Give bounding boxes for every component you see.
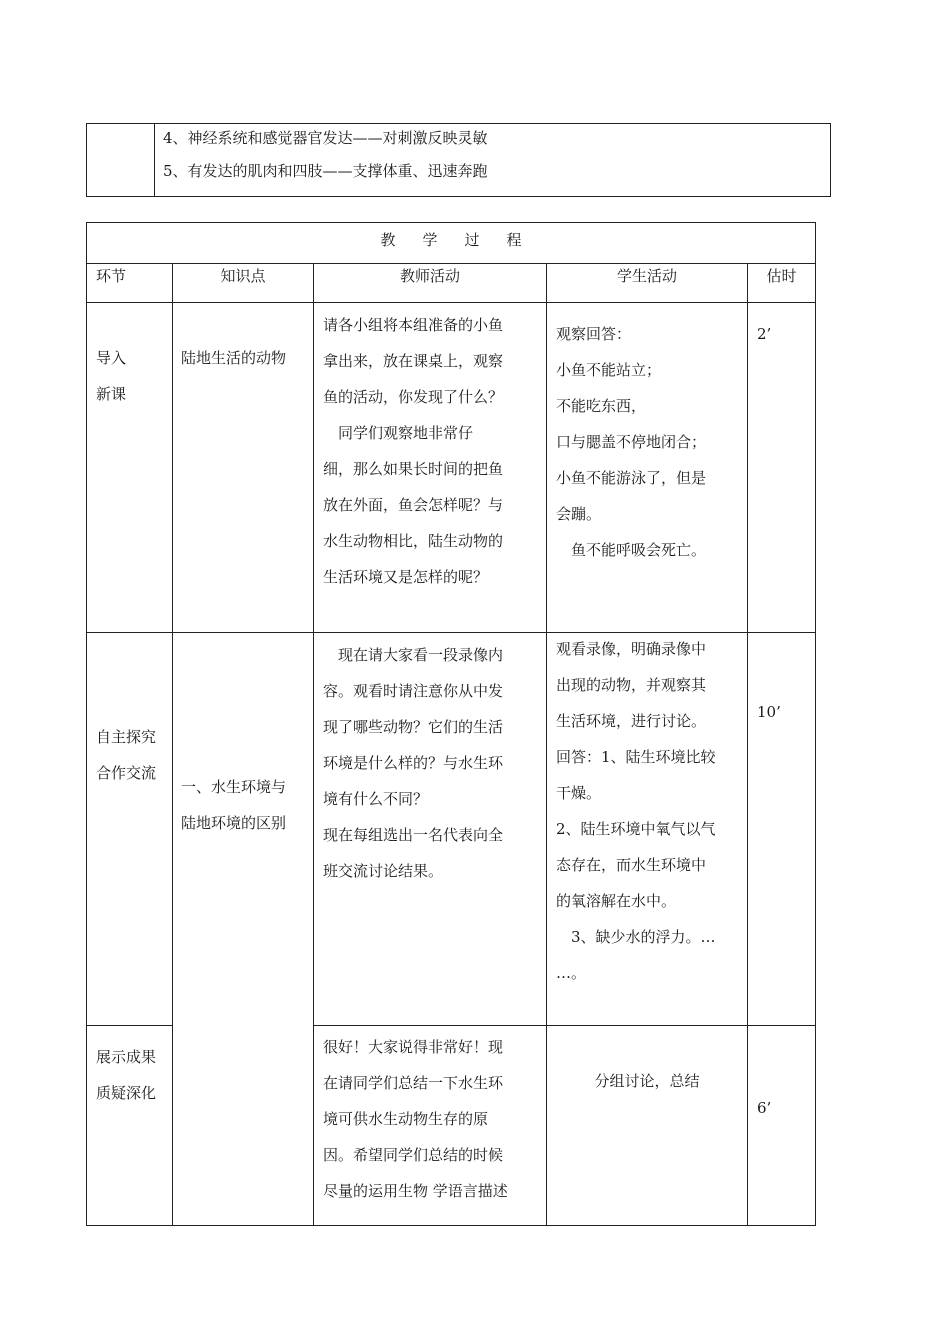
header-stage: 环节 bbox=[96, 267, 127, 285]
stage-line: 自主探究 bbox=[96, 728, 157, 746]
student-line: 回答：1、陆生环境比较 bbox=[556, 748, 716, 766]
student-line: 分组讨论，总结 bbox=[594, 1072, 700, 1090]
table-rule bbox=[172, 263, 173, 1226]
teacher-line: 在请同学们总结一下水生环 bbox=[323, 1074, 504, 1092]
title-char: 学 bbox=[422, 231, 438, 249]
table-rule bbox=[87, 1225, 815, 1226]
teacher-line: 境有什么不同？ bbox=[323, 790, 429, 808]
student-line: 生活环境，进行讨论。 bbox=[556, 712, 707, 730]
top-table-line-2: 5、有发达的肌肉和四肢——支撑体重、迅速奔跑 bbox=[163, 162, 488, 180]
teacher-line: 水生动物相比，陆生动物的 bbox=[323, 532, 504, 550]
teacher-line: 现在请大家看一段录像内 bbox=[323, 646, 504, 664]
table-rule bbox=[87, 1025, 172, 1026]
teacher-line: 尽量的运用生物 学语言描述 bbox=[323, 1182, 508, 1200]
row2-stage bbox=[96, 719, 156, 791]
student-line: 的氧溶解在水中。 bbox=[556, 892, 677, 910]
teacher-line: 因。希望同学们总结的时候 bbox=[323, 1146, 504, 1164]
row2-teacher-activity bbox=[323, 637, 545, 889]
row3-teacher-activity bbox=[323, 1029, 545, 1209]
table-rule bbox=[313, 263, 314, 1226]
header-teacher: 教师活动 bbox=[399, 267, 460, 285]
stage-line: 新课 bbox=[96, 385, 127, 403]
top-table-left-cell bbox=[87, 124, 155, 196]
teacher-line: 拿出来，放在课桌上，观察 bbox=[323, 352, 504, 370]
student-line: 鱼不能呼吸会死亡。 bbox=[556, 541, 707, 559]
table-rule bbox=[87, 302, 815, 303]
student-line: 2、陆生环境中氧气以气 bbox=[556, 820, 716, 838]
knowledge-line: 陆地生活的动物 bbox=[181, 349, 287, 367]
student-line: 态存在，而水生环境中 bbox=[556, 856, 707, 874]
header-student: 学生活动 bbox=[616, 267, 677, 285]
row2-student-activity bbox=[556, 631, 746, 991]
stage-line: 质疑深化 bbox=[96, 1084, 157, 1102]
row2-time: 10’ bbox=[757, 703, 781, 721]
teacher-line: 环境是什么样的？与水生环 bbox=[323, 754, 504, 772]
row1-stage bbox=[96, 340, 126, 412]
student-line: 不能吃东西， bbox=[556, 397, 647, 415]
stage-line: 展示成果 bbox=[96, 1048, 157, 1066]
student-line: 3、缺少水的浮力。… bbox=[556, 928, 716, 946]
student-line: 小鱼不能站立； bbox=[556, 361, 662, 379]
title-char: 程 bbox=[506, 231, 522, 249]
student-line: 会蹦。 bbox=[556, 505, 602, 523]
row3-stage bbox=[96, 1039, 156, 1111]
top-table-line-1: 4、神经系统和感觉器官发达——对刺激反映灵敏 bbox=[163, 129, 488, 147]
knowledge-line: 一、水生环境与 bbox=[181, 778, 287, 796]
top-table bbox=[86, 123, 831, 197]
student-line: 小鱼不能游泳了，但是 bbox=[556, 469, 707, 487]
table-rule bbox=[747, 263, 748, 1226]
teacher-line: 生活环境又是怎样的呢？ bbox=[323, 568, 489, 586]
row1-teacher-activity bbox=[323, 307, 545, 595]
student-line: 口与腮盖不停地闭合； bbox=[556, 433, 707, 451]
teacher-line: 同学们观察地非常仔 bbox=[323, 424, 474, 442]
teacher-line: 请各小组将本组准备的小鱼 bbox=[323, 316, 504, 334]
row3-student-activity bbox=[547, 1063, 747, 1099]
title-char: 过 bbox=[464, 231, 480, 249]
row2-knowledge bbox=[181, 769, 286, 841]
row1-knowledge bbox=[181, 340, 286, 376]
table-title bbox=[87, 225, 815, 255]
teacher-line: 细，那么如果长时间的把鱼 bbox=[323, 460, 504, 478]
teacher-line: 现在每组选出一名代表向全 bbox=[323, 826, 504, 844]
teacher-line: 容。观看时请注意你从中发 bbox=[323, 682, 504, 700]
stage-line: 合作交流 bbox=[96, 764, 157, 782]
student-line: 出现的动物，并观察其 bbox=[556, 676, 707, 694]
table-rule bbox=[313, 1025, 815, 1026]
header-knowledge: 知识点 bbox=[220, 267, 266, 285]
stage-line: 导入 bbox=[96, 349, 127, 367]
student-line: …。 bbox=[556, 964, 587, 982]
teaching-process-table bbox=[86, 222, 816, 1226]
header-time: 估时 bbox=[766, 267, 797, 285]
teacher-line: 境可供水生动物生存的原 bbox=[323, 1110, 489, 1128]
knowledge-line: 陆地环境的区别 bbox=[181, 814, 287, 832]
row1-student-activity bbox=[556, 316, 746, 568]
student-line: 观察回答： bbox=[556, 325, 632, 343]
title-char: 教 bbox=[380, 231, 396, 249]
teacher-line: 鱼的活动，你发现了什么？ bbox=[323, 388, 504, 406]
teacher-line: 放在外面，鱼会怎样呢？与 bbox=[323, 496, 504, 514]
row3-time: 6’ bbox=[757, 1099, 772, 1117]
row1-time: 2’ bbox=[757, 325, 772, 343]
teacher-line: 很好！大家说得非常好！现 bbox=[323, 1038, 504, 1056]
student-line: 干燥。 bbox=[556, 784, 602, 802]
teacher-line: 班交流讨论结果。 bbox=[323, 862, 444, 880]
teacher-line: 现了哪些动物？它们的生活 bbox=[323, 718, 504, 736]
student-line: 观看录像，明确录像中 bbox=[556, 640, 707, 658]
